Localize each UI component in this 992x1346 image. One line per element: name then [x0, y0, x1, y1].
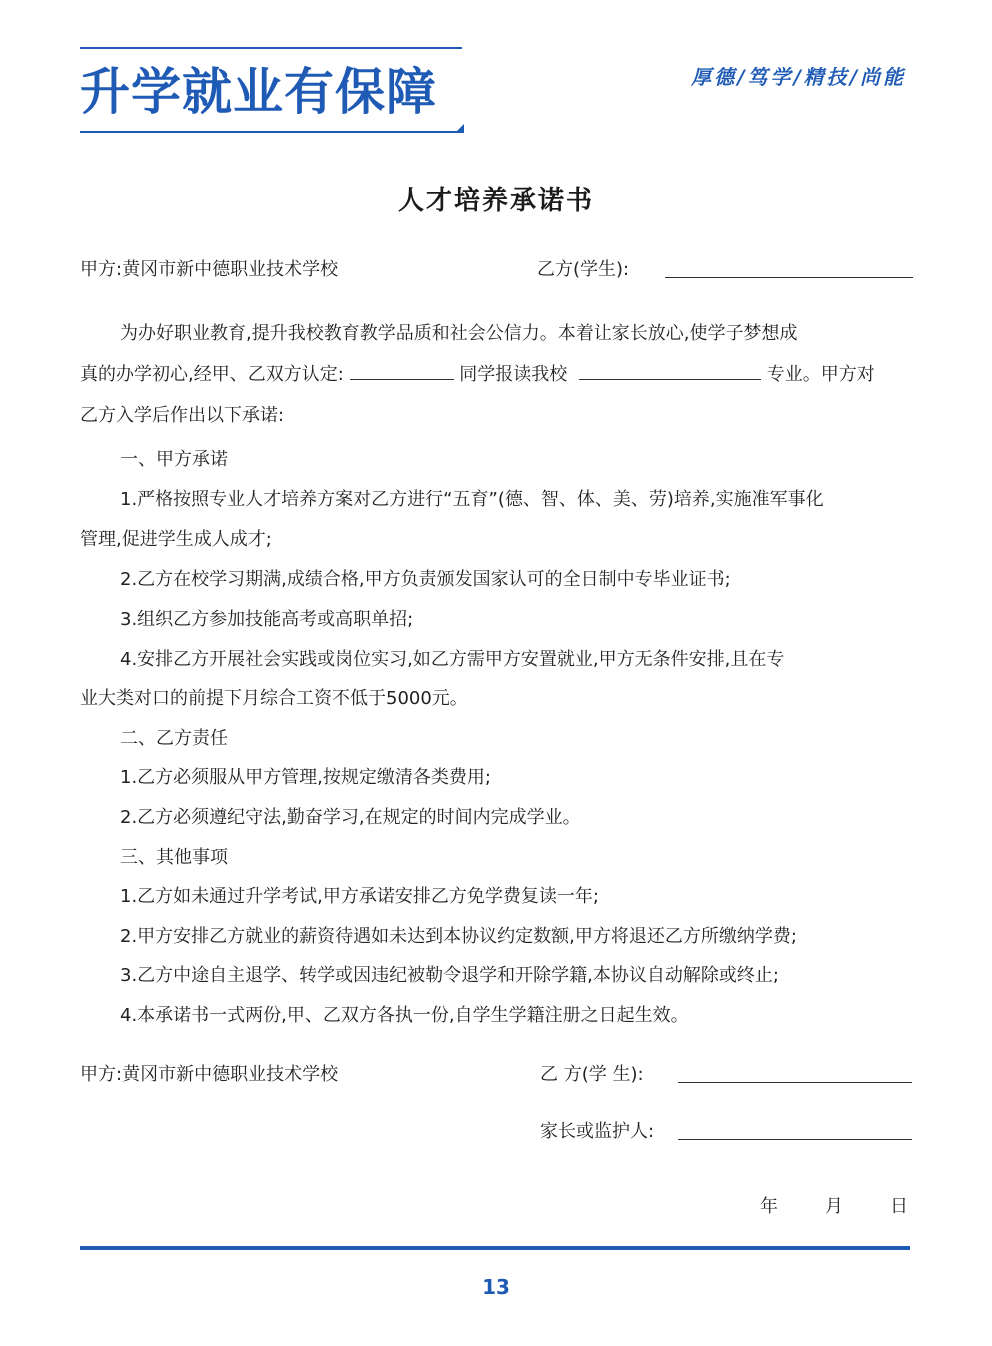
party-b-line	[537, 258, 629, 282]
intro-line-3: 乙方入学后作出以下承诺:	[80, 405, 285, 426]
section-2-item-2: 2.乙方必须遵纪守法,勤奋学习,在规定的时间内完成学业。	[120, 807, 581, 828]
section-3-heading: 三、其他事项	[120, 847, 228, 868]
section-2-item-1: 1.乙方必须服从甲方管理,按规定缴清各类费用;	[120, 767, 491, 788]
section-2-heading: 二、乙方责任	[120, 728, 228, 749]
intro-line-2-b: 同学报读我校	[459, 364, 568, 385]
date-day: 日	[890, 1196, 908, 1217]
section-3-item-3: 3.乙方中途自主退学、转学或因违纪被勒令退学和开除学籍,本协议自动解除或终止;	[120, 965, 779, 986]
intro-line-2-a: 真的办学初心,经甲、乙双方认定:	[80, 364, 344, 385]
signature-guardian-label: 家长或监护人:	[540, 1121, 655, 1142]
party-a-line: 甲方:黄冈市新中德职业技术学校	[80, 259, 339, 280]
school-motto: 厚德/笃学/精技/尚能	[691, 65, 906, 89]
header-top-rule	[80, 47, 462, 49]
intro-line-2-c: 专业。甲方对	[766, 364, 875, 385]
section-3-item-1: 1.乙方如未通过升学考试,甲方承诺安排乙方免学费复读一年;	[120, 886, 599, 907]
student-name-blank[interactable]	[350, 363, 454, 380]
section-1-item-4-b: 业大类对口的前提下月综合工资不低于5000元。	[80, 688, 468, 709]
date-year: 年	[760, 1196, 778, 1217]
header-bottom-rule	[80, 131, 458, 133]
signature-party-b-label: 乙 方(学 生):	[540, 1064, 644, 1085]
section-1-heading: 一、甲方承诺	[120, 449, 228, 470]
page-number: 13	[482, 1275, 510, 1299]
party-b-label: 乙方(学生):	[537, 259, 630, 280]
section-3-item-4: 4.本承诺书一式两份,甲、乙双方各执一份,自学生学籍注册之日起生效。	[120, 1005, 689, 1026]
section-3-item-2: 2.甲方安排乙方就业的薪资待遇如未达到本协议约定数额,甲方将退还乙方所缴纳学费;	[120, 926, 797, 947]
signature-party-a: 甲方:黄冈市新中德职业技术学校	[80, 1064, 339, 1085]
intro-line-1: 为办好职业教育,提升我校教育教学品质和社会公信力。本着让家长放心,使学子梦想成	[120, 323, 798, 344]
section-1-item-4-a: 4.安排乙方开展社会实践或岗位实习,如乙方需甲方安置就业,甲方无条件安排,且在专	[120, 649, 785, 670]
date-month: 月	[825, 1196, 843, 1217]
footer-rule	[80, 1246, 910, 1250]
signature-party-b-blank[interactable]	[678, 1082, 912, 1083]
section-1-item-3: 3.组织乙方参加技能高考或高职单招;	[120, 609, 414, 630]
major-blank[interactable]	[579, 363, 761, 380]
section-1-item-1-a: 1.严格按照专业人才培养方案对乙方进行“五育”(德、智、体、美、劳)培养,实施准军事化	[120, 489, 824, 510]
document-title: 人才培养承诺书	[397, 186, 594, 216]
intro-line-2	[80, 363, 913, 387]
section-1-item-1-b: 管理,促进学生成人成才;	[80, 529, 272, 550]
section-1-item-2: 2.乙方在校学习期满,成绩合格,甲方负责颁发国家认可的全日制中专毕业证书;	[120, 569, 731, 590]
party-b-blank[interactable]	[665, 277, 913, 278]
header-title: 升学就业有保障	[80, 63, 437, 121]
signature-guardian-blank[interactable]	[678, 1139, 912, 1140]
header-corner-triangle	[455, 124, 464, 133]
